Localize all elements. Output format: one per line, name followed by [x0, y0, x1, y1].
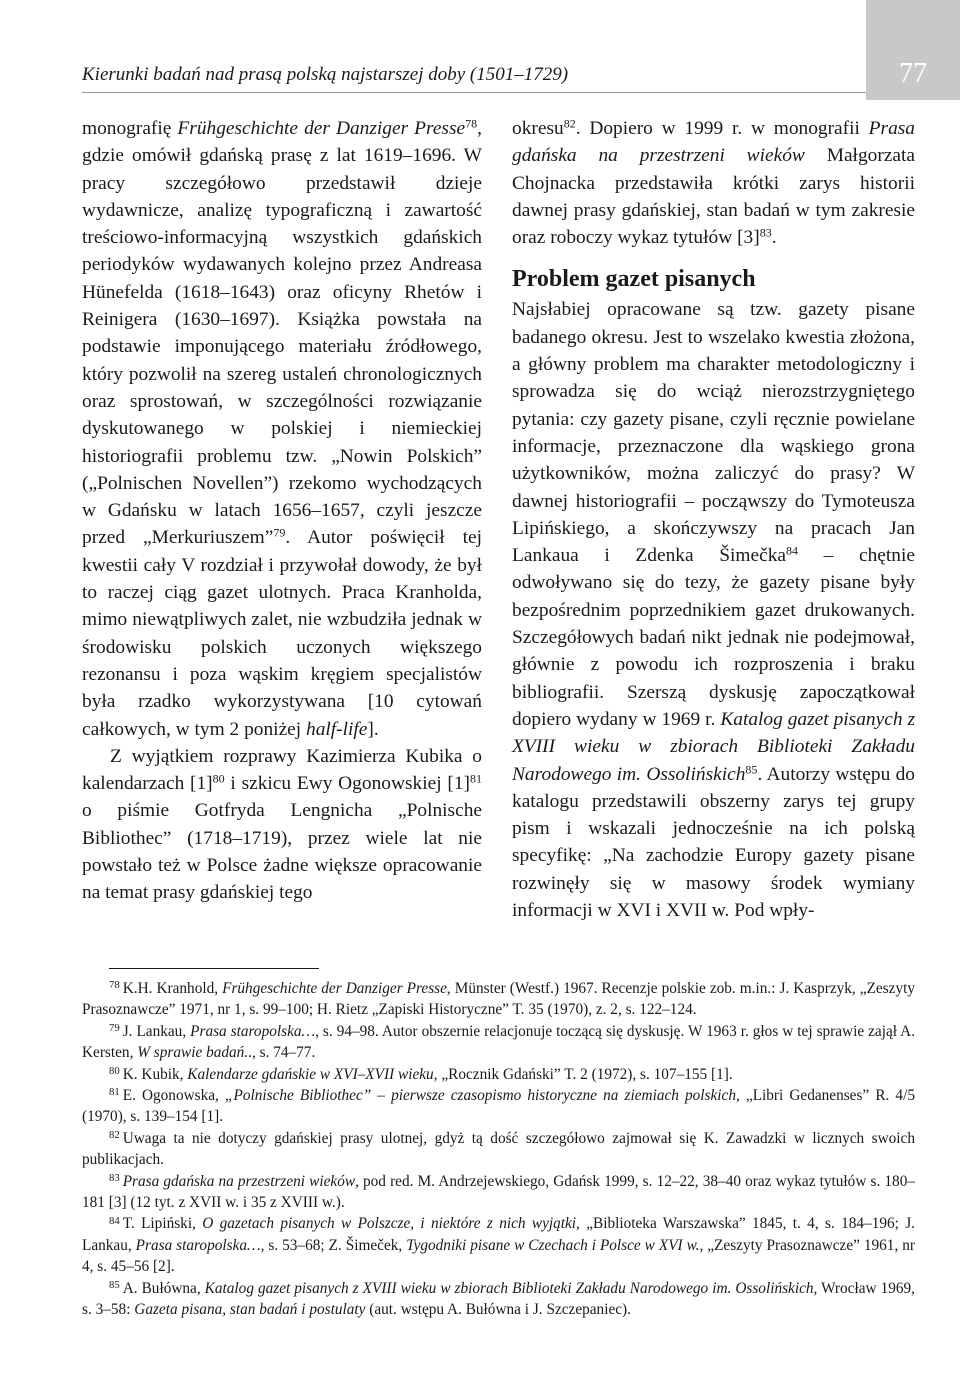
text-span: . Autorzy wstępu do katalogu przedstawili obszerny zarys tej grupy pism i wskazali jednocześnie na ich polską specyfikę: „Na zachodzie Europy gazety pisane rozwinęły się w masowy środek wymiany informacji w XVI i XVII w. Pod wpły-	[512, 763, 915, 922]
footnote-text: , s. 94–98. Autor obszernie relacjonuje toczącą się dyskusję. W 1963 r. głos w tej sprawie zajął A. Kersten,	[82, 1022, 916, 1062]
text-span: – chętnie odwoływano się do tezy, że gazety pisane były bezpośrednim poprzednikiem gazet drukowanych. Szczegółowych badań nikt jednak nie podejmował, głównie z powodu ich rozproszenia i braku bibliografii. Szerszą dyskusję zapoczątkował dopiero wydany w 1969 r.	[512, 545, 915, 730]
footnotes	[82, 978, 915, 1321]
footnote-italic-text: Prasa staropolska…	[135, 1236, 261, 1254]
text-span: . Dopiero w 1999 r. w monografii	[575, 118, 869, 139]
right-paragraph-2	[512, 296, 915, 924]
left-paragraph-1	[82, 115, 482, 743]
text-span: Z wyjątkiem rozprawy Kazimierza Kubika o kalendarzach [1]	[82, 745, 482, 795]
running-head-title: Kierunki badań nad prasą polską najstarszej doby (1501–1729)	[82, 64, 569, 85]
footnote-ref-78[interactable]: 78	[465, 116, 478, 131]
footnote-italic-text: Kalendarze gdańskie w XVI–XVII wieku	[187, 1065, 434, 1083]
footnote-italic-text: „Polnische Bibliothec” – pierwsze czasopismo historyczne na ziemiach polskich	[224, 1087, 736, 1105]
page-number: 77	[899, 58, 927, 89]
footnote-82	[82, 1128, 915, 1171]
text-span: Najsłabiej opracowane są tzw. gazety pisane badanego okresu. Jest to wszelako kwestia złożona, a główny problem ma charakter metodologiczny i sprowadza się do wciąż nierozstrzygniętego pytania: czy gazety pisane, czyli ręcznie powielane informacje, przeznaczone dla wąskiego grona użytkowników, można zaliczyć do prasy? W dawnej historiografii – począwszy do Tymoteusza Lipińskiego, a skończywszy na pracach Jan Lankaua i Zdenka Šimečka	[512, 299, 915, 567]
footnote-text: ., s. 74–77.	[248, 1044, 316, 1062]
footnote-text: , „Zeszyty Prasoznawcze” 1961, nr 4, s. 45–56 [2].	[82, 1236, 915, 1276]
footnote-text: A. Bułówna,	[122, 1279, 205, 1297]
footnote-84	[82, 1213, 915, 1277]
footnote-79	[82, 1021, 915, 1064]
footnote-number: 82	[109, 1129, 120, 1142]
text-span: . Autor poświęcił tej kwestii cały V rozdział i przywołał dowody, że był to raczej ciąg gazet ulotnych. Praca Kranholda, mimo niewątpliwych zalet, nie wzbudziła jednak w środowisku polskich uczonych większego rezonansu i poza wąskim kręgiem specjalistów była rzadko wykorzystywana [10 cytowań całkowych, w tym 2 poniżej	[82, 527, 482, 740]
footnote-ref-80[interactable]: 80	[212, 771, 225, 786]
right-column	[512, 115, 915, 924]
footnote-number: 80	[109, 1064, 120, 1077]
footnote-italic-text: Gazeta pisana, stan badań i postulaty	[134, 1301, 366, 1319]
footnote-rule	[109, 968, 319, 969]
footnote-number: 81	[109, 1086, 120, 1099]
footnote-ref-79[interactable]: 79	[273, 525, 286, 540]
footnote-text: , Wrocław 1969, s. 3–58:	[82, 1279, 915, 1319]
footnote-italic-text: Prasa staropolska…	[190, 1022, 316, 1040]
footnote-81	[82, 1085, 915, 1128]
footnote-ref-81[interactable]: 81	[469, 771, 482, 786]
footnote-number: 79	[109, 1022, 120, 1034]
footnote-ref-84[interactable]: 84	[786, 543, 799, 558]
header-rule	[82, 92, 866, 93]
text-span: Małgorzata Chojnacka przedstawiła krótki zarys historii dawnej prasy gdańskiej, stan badań w tym zakresie oraz roboczy wykaz tytułów [3]	[512, 145, 916, 249]
footnote-italic-text: W sprawie badań.	[137, 1044, 249, 1062]
footnote-italic-text: Frühgeschichte der Danziger Presse	[222, 980, 447, 997]
footnote-text: T. Lipiński,	[122, 1215, 203, 1233]
section-heading: Problem gazet pisanych	[512, 266, 756, 293]
text-span: , gdzie omówił gdańską prasę z lat 1619–1696. W pracy szczegółowo przedstawił dzieje wydawnicze, analizę typograficzną i zawartość treściowo-informacyjną wszystkich gdańskich periodyków wydawanych kolejno przez Andreasa Hünefelda (1618–1643) oraz oficyny Rhetów i Reinigera (1630–1697). Książka powstała na podstawie imponującego materiału źródłowego, który pozwolił na szereg ustaleń chronologicznych oraz sprostowań, w szczególności rozwiązanie dyskutowanego w polskiej i niemieckiej historiografii problemu tzw. „Nowin Polskich” („Polnischen Novellen”) rzekomo wychodzących w Gdańsku w latach 1656–1657, czyli jeszcze przed „Merkuriuszem”	[82, 118, 483, 549]
footnote-text: , pod red. M. Andrzejewskiego, Gdańsk 1999, s. 12–22, 38–40 oraz wykaz tytułów s. 180–181 [3] (12 tyt. z XVII w. i 35 z XVIII w.).	[82, 1172, 915, 1212]
footnote-ref-83[interactable]: 83	[759, 225, 772, 240]
footnote-italic-text: O gazetach pisanych w Polszcze, i niektóre z nich wyjątki,	[202, 1215, 580, 1233]
footnote-italic-text: Katalog gazet pisanych z XVIII wieku w zbiorach Biblioteki Zakładu Narodowego im. Ossolińskich	[204, 1279, 814, 1297]
footnote-text: K. Kubik,	[122, 1065, 188, 1083]
footnote-ref-85[interactable]: 85	[745, 761, 758, 776]
footnote-italic-text: Prasa gdańska na przestrzeni wieków	[122, 1172, 356, 1190]
text-span: monografię	[82, 118, 178, 139]
title-italic: Frühgeschichte der Danziger Presse	[177, 118, 466, 139]
left-column	[82, 115, 482, 907]
footnote-text: „Biblioteka Warszawska” 1845, t. 4, s. 184–196; J. Lankau,	[82, 1215, 915, 1254]
title-italic: Katalog gazet pisanych z XVIII wieku w zbiorach Biblioteki Zakładu Narodowego im. Ossolińskich	[512, 708, 916, 785]
text-span: ].	[367, 718, 379, 740]
footnote-text: E. Ogonowska,	[122, 1087, 225, 1105]
text-span: okresu	[512, 118, 564, 139]
footnote-number: 85	[109, 1278, 120, 1291]
term-italic: half-life	[306, 718, 368, 740]
footnote-number: 78	[109, 979, 120, 992]
footnote-ref-82[interactable]: 82	[563, 116, 576, 131]
footnote-83	[82, 1171, 915, 1214]
footnote-text: , Münster (Westf.) 1967. Recenzje polskie zob. m.in.: J. Kasprzyk, „Zeszyty Prasoznawcze” 1971, nr 1, s. 99–100; H. Rietz „Zapiski Historyczne” T. 35 (1970), z. 2, s. 122–124.	[82, 980, 915, 1019]
footnote-text: J. Lankau,	[122, 1022, 191, 1040]
footnote-text: (aut. wstępu A. Bułówna i J. Szczepaniec).	[365, 1301, 631, 1319]
text-span: o piśmie Gotfryda Lengnicha „Polnische Bibliothec” (1718–1719), przez wiele lat nie powstało też w Polsce żadne większe opracowanie na temat prasy gdańskiej tego	[82, 800, 482, 904]
footnote-85	[82, 1278, 915, 1321]
footnote-text: Uwaga ta nie dotyczy gdańskiej prasy ulotnej, gdyż tą dość szczegółowo zajmował się K. Zawadzki w licznych swoich publikacjach.	[82, 1129, 915, 1169]
footnote-78	[82, 978, 915, 1021]
footnote-text: K.H. Kranhold,	[122, 980, 223, 997]
footnote-text: , „Libri Gedanenses” R. 4/5 (1970), s. 139–154 [1].	[82, 1087, 915, 1126]
text-span: .	[771, 227, 777, 249]
right-paragraph-1	[512, 115, 915, 251]
text-span: i szkicu Ewy Ogonowskiej [1]	[224, 773, 470, 795]
footnote-number: 84	[109, 1214, 120, 1227]
footnote-80	[82, 1064, 915, 1085]
left-paragraph-2	[82, 743, 482, 907]
footnote-text: , s. 53–68; Z. Šimeček,	[260, 1236, 407, 1254]
footnote-italic-text: Tygodniki pisane w Czechach i Polsce w XVI w.	[406, 1236, 700, 1254]
footnote-number: 83	[109, 1171, 120, 1184]
title-italic: Prasa gdańska na przestrzeni wieków	[512, 118, 915, 167]
footnote-text: , „Rocznik Gdański” T. 2 (1972), s. 107–155 [1].	[433, 1065, 733, 1083]
